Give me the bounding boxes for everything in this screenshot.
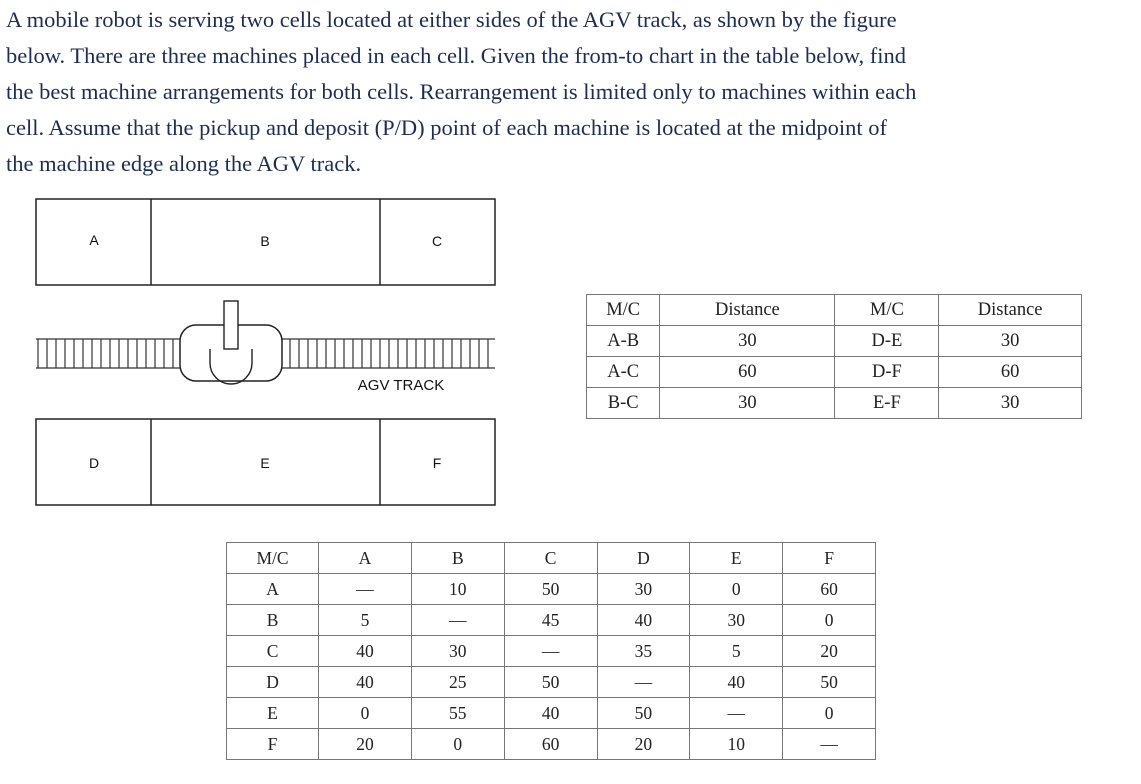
column-header: M/C	[587, 295, 660, 326]
table-cell: —	[319, 574, 412, 605]
table-cell: —	[783, 729, 876, 760]
table-cell: 40	[597, 605, 690, 636]
table-cell: 40	[504, 698, 597, 729]
table-cell: 60	[660, 357, 835, 388]
table-row	[587, 388, 1082, 419]
table-cell: A-C	[587, 357, 660, 388]
problem-line: the machine edge along the AGV track.	[6, 151, 362, 176]
table-cell: 0	[783, 698, 876, 729]
table-cell: C	[227, 636, 319, 667]
column-header: M/C	[835, 295, 939, 326]
table-cell: —	[411, 605, 504, 636]
table-cell: —	[504, 636, 597, 667]
bottom-cell	[36, 419, 495, 505]
table-cell: 0	[690, 574, 783, 605]
table-cell: 20	[319, 729, 412, 760]
table-cell: 5	[690, 636, 783, 667]
agv-arm	[224, 301, 238, 349]
table-cell: 30	[939, 388, 1082, 419]
table-cell: 20	[597, 729, 690, 760]
column-header: Distance	[660, 295, 835, 326]
from-to-chart-table	[226, 542, 876, 760]
table-cell: —	[597, 667, 690, 698]
machine-label-c: C	[431, 233, 443, 249]
table-cell: 50	[504, 574, 597, 605]
table-cell: 5	[319, 605, 412, 636]
table-cell: B-C	[587, 388, 660, 419]
column-header: Distance	[939, 295, 1082, 326]
table-cell: A-B	[587, 326, 660, 357]
distance-table	[586, 294, 1082, 419]
agv-track-label: AGV TRACK	[357, 377, 445, 394]
problem-line: cell. Assume that the pickup and deposit (P/D) point of each machine is located at the midpoint of	[6, 115, 888, 140]
machine-label-a: A	[89, 232, 99, 248]
column-header: A	[319, 543, 412, 574]
table-header-row	[227, 543, 876, 574]
top-cell	[36, 199, 495, 285]
table-cell: B	[227, 605, 319, 636]
agv-robot-icon	[180, 301, 282, 384]
table-row	[227, 729, 876, 760]
table-cell: 10	[411, 574, 504, 605]
table-row	[227, 605, 876, 636]
table-cell: D	[227, 667, 319, 698]
table-cell: 0	[319, 698, 412, 729]
table-row	[227, 636, 876, 667]
table-cell: E-F	[835, 388, 939, 419]
table-cell: E	[227, 698, 319, 729]
table-cell: 50	[597, 698, 690, 729]
table-cell: 50	[504, 667, 597, 698]
table-cell: 30	[411, 636, 504, 667]
table-row	[227, 698, 876, 729]
table-header-row	[587, 295, 1082, 326]
table-cell: A	[227, 574, 319, 605]
table-row	[227, 574, 876, 605]
table-cell: 60	[783, 574, 876, 605]
table-cell: 50	[783, 667, 876, 698]
table-cell: 20	[783, 636, 876, 667]
table-cell: 0	[411, 729, 504, 760]
machine-label-e: E	[260, 455, 270, 471]
column-header: B	[411, 543, 504, 574]
table-cell: 35	[597, 636, 690, 667]
table-cell: D-F	[835, 357, 939, 388]
table-cell: 30	[690, 605, 783, 636]
table-cell: 10	[690, 729, 783, 760]
table-cell: D-E	[835, 326, 939, 357]
table-cell: 60	[504, 729, 597, 760]
table-cell: F	[227, 729, 319, 760]
column-header: D	[597, 543, 690, 574]
table-cell: 40	[319, 636, 412, 667]
problem-line: below. There are three machines placed in each cell. Given the from-to chart in the table below, find	[6, 43, 907, 68]
table-cell: 60	[939, 357, 1082, 388]
table-row	[587, 357, 1082, 388]
column-header: M/C	[227, 543, 319, 574]
table-cell: 30	[939, 326, 1082, 357]
table-row	[227, 667, 876, 698]
table-cell: 0	[783, 605, 876, 636]
table-cell: —	[690, 698, 783, 729]
column-header: C	[504, 543, 597, 574]
table-cell: 55	[411, 698, 504, 729]
table-cell: 45	[504, 605, 597, 636]
table-cell: 25	[411, 667, 504, 698]
column-header: F	[783, 543, 876, 574]
table-cell: 40	[690, 667, 783, 698]
table-cell: 30	[660, 388, 835, 419]
column-header: E	[690, 543, 783, 574]
table-cell: 40	[319, 667, 412, 698]
problem-line: the best machine arrangements for both cells. Rearrangement is limited only to machines within each	[6, 79, 917, 104]
machine-label-d: D	[88, 455, 100, 471]
machine-label-b: B	[260, 233, 270, 249]
table-cell: 30	[660, 326, 835, 357]
machine-label-f: F	[432, 455, 442, 471]
table-row	[587, 326, 1082, 357]
table-cell: 30	[597, 574, 690, 605]
problem-line: A mobile robot is serving two cells located at either sides of the AGV track, as shown by the figure	[6, 7, 897, 32]
